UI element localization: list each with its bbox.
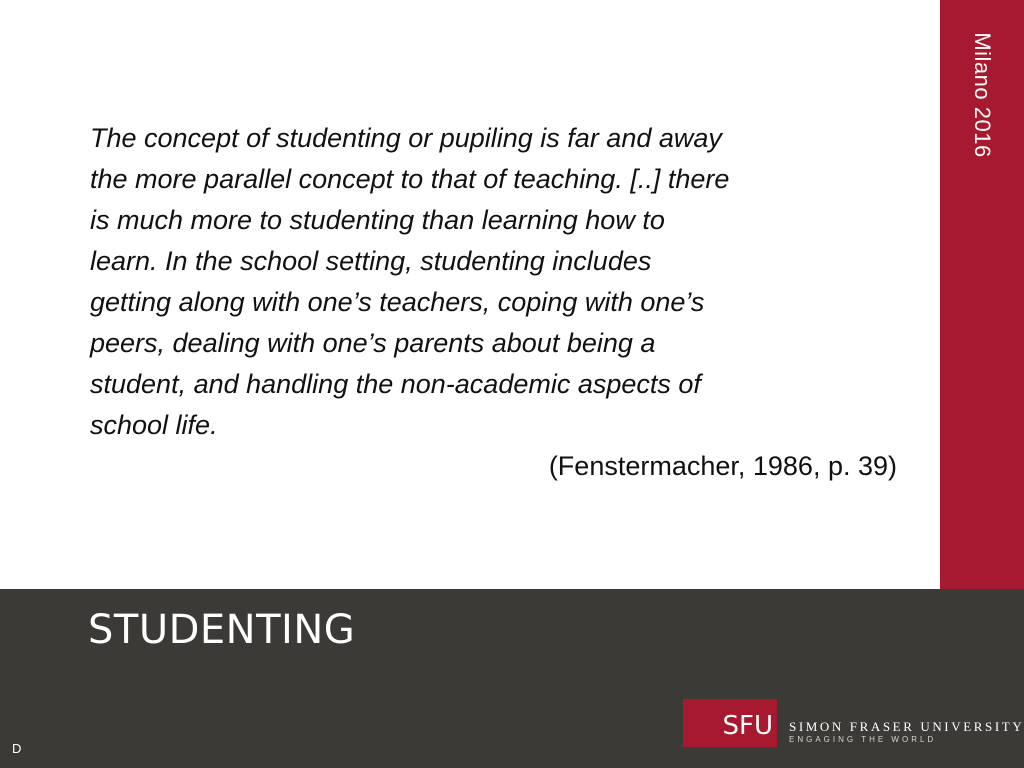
quote-line: The concept of studenting or pupiling is far and away bbox=[90, 123, 722, 153]
corner-mark: D bbox=[12, 741, 22, 756]
sfu-logo-box bbox=[683, 699, 777, 747]
quote-line: student, and handling the non-academic aspects of bbox=[90, 369, 701, 399]
quote-line: is much more to studenting than learning how to bbox=[90, 205, 665, 235]
quote-line: learn. In the school setting, studenting includes bbox=[90, 246, 652, 276]
university-tagline: ENGAGING THE WORLD bbox=[789, 735, 937, 744]
university-name: SIMON FRASER UNIVERSITY bbox=[789, 719, 1024, 734]
quote-line: peers, dealing with one’s parents about being a bbox=[90, 328, 656, 358]
slide-title: STUDENTING bbox=[88, 607, 356, 653]
quote-line: getting along with one’s teachers, coping with one’s bbox=[90, 287, 705, 317]
quote-line: school life. bbox=[90, 410, 218, 440]
quote-citation: (Fenstermacher, 1986, p. 39) bbox=[548, 451, 897, 481]
quote-block bbox=[90, 118, 910, 446]
quote-line: the more parallel concept to that of teaching. [..] there bbox=[90, 164, 730, 194]
sidebar-label: Milano 2016 bbox=[970, 32, 995, 158]
sfu-logo-text: SFU bbox=[722, 711, 773, 741]
sidebar-band bbox=[940, 0, 1024, 589]
